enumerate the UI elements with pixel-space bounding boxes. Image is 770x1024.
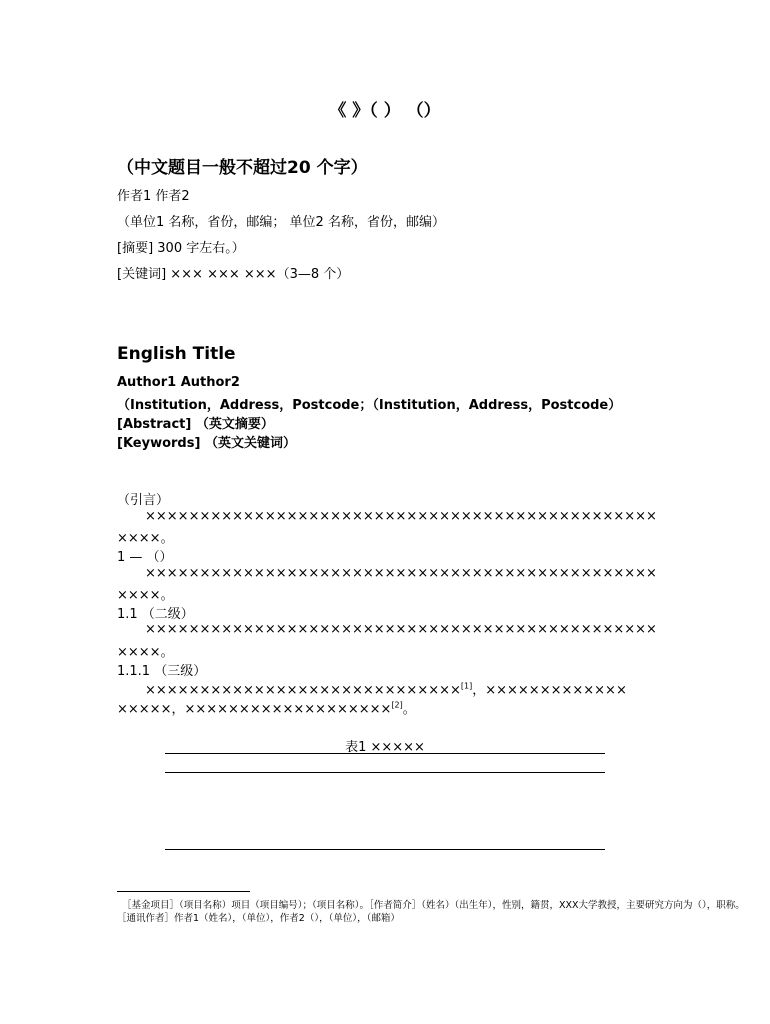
body-text-segment: 。	[402, 702, 416, 717]
table-caption: 表1 ×××××	[345, 740, 425, 755]
keywords-en: [Keywords] （英文关键词）	[117, 436, 296, 451]
journal-title: 《 》（ ） （）	[329, 101, 441, 121]
body-text-line: ××××。	[117, 531, 174, 546]
section-1-1-1-heading: 1.1.1 （三级）	[117, 664, 207, 679]
authors-en: Author1 Author2	[117, 375, 240, 390]
body-text-line: ×××××××××××××××××××××××××××××××××××××××××××××××	[145, 509, 657, 524]
citation-ref-1: [1]	[460, 681, 473, 691]
affiliation-en: （Institution，Address，Postcode；（Institution，Address，Postcode）	[117, 398, 622, 413]
body-text-line: ×××××××××××××××××××××××××××××××××××××××××××××××	[145, 566, 657, 581]
intro-heading: （引言）	[117, 493, 170, 508]
paper-title-cn: （中文题目一般不超过20 个字）	[117, 158, 368, 178]
keywords-cn: [关键词] ××× ××× ×××（3—8 个）	[117, 267, 350, 282]
section-1-1-heading: 1.1 （二级）	[117, 607, 194, 622]
body-text-segment: ×××××，×××××××××××××××××××	[117, 702, 392, 717]
body-text-line: ×××××××××××××××××××××××××××××××××××××××××××××××	[145, 622, 657, 637]
abstract-cn: [摘要] 300 字左右。）	[117, 241, 245, 256]
body-text-line: ××××。	[117, 645, 174, 660]
table-header-rule	[165, 772, 605, 773]
footnote-separator	[117, 891, 250, 892]
table-bottom-rule	[165, 849, 605, 850]
citation-ref-2: [2]	[391, 700, 403, 710]
body-text-line	[117, 698, 416, 717]
paper-title-en: English Title	[117, 344, 236, 364]
body-text-line: ××××。	[117, 588, 174, 603]
footnote-funding: ［基金项目］（项目名称）项目（项目编号）；（项目名称）。［作者简介］（姓名）（出生年），性别，籍贯，XXX大学教授，主要研究方向为（），职称。	[122, 900, 745, 911]
body-text-line	[145, 679, 627, 698]
section-1-heading: 1 — （）	[117, 550, 173, 565]
table-top-rule	[165, 753, 605, 754]
affiliation-cn: （单位1 名称，省份，邮编； 单位2 名称，省份，邮编）	[117, 215, 445, 230]
body-text-segment: ，×××××××××××××	[472, 683, 627, 698]
footnote-corresponding: ［通讯作者］作者1（姓名），（单位），作者2（），（单位），（邮箱）	[117, 913, 400, 924]
authors-cn: 作者1 作者2	[117, 189, 190, 204]
body-text-segment: ×××××××××××××××××××××××××××××	[145, 683, 461, 698]
abstract-en: [Abstract] （英文摘要）	[117, 417, 274, 432]
